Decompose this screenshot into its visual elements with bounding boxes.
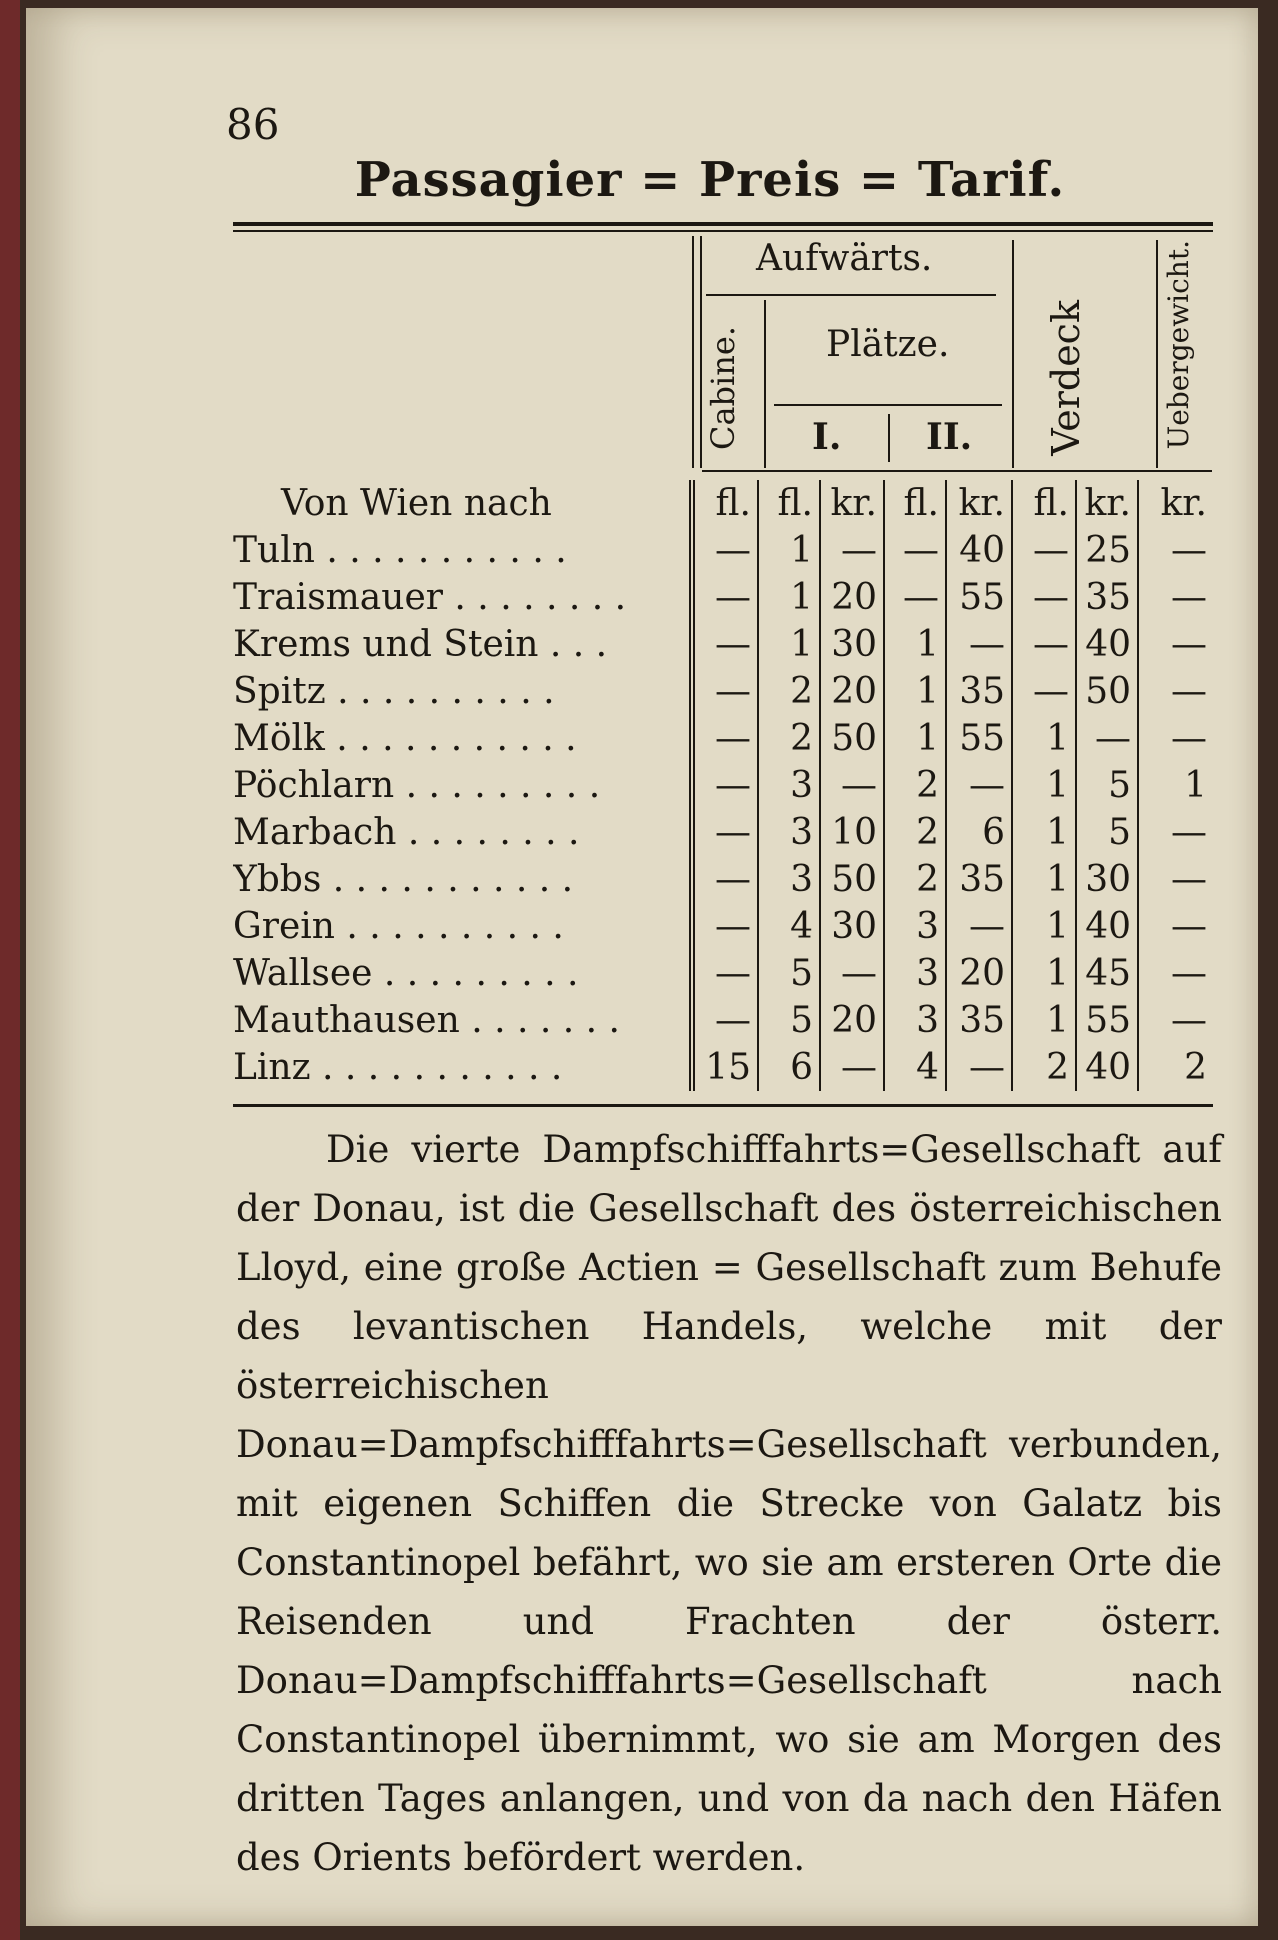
- destination-cell: Ybbs . . . . . . . . . . .: [233, 859, 574, 900]
- fare-cell: 2: [1012, 1044, 1076, 1091]
- fare-cell: 1: [884, 621, 946, 668]
- fare-cell: —: [820, 527, 884, 574]
- book-spine-edge: [0, 0, 20, 1940]
- overweight-divider: [1156, 240, 1158, 468]
- unit-cell: fl.: [692, 480, 758, 527]
- unit-cell: kr.: [1076, 480, 1138, 527]
- header-deck: Verdeck: [1044, 300, 1088, 456]
- fare-cell: 2: [1138, 1044, 1213, 1091]
- fare-cell: 40: [1076, 1044, 1138, 1091]
- fare-cell: —: [1012, 621, 1076, 668]
- fare-cell: —: [692, 997, 758, 1044]
- fare-cell: —: [820, 762, 884, 809]
- table-row: [233, 715, 1213, 762]
- fare-cell: 1: [758, 574, 820, 621]
- fare-cell: —: [1076, 715, 1138, 762]
- destination-cell: Pöchlarn . . . . . . . . .: [233, 765, 601, 806]
- fare-cell: 45: [1076, 950, 1138, 997]
- fare-cell: 50: [820, 856, 884, 903]
- fare-cell: 40: [1076, 903, 1138, 950]
- header-upstream: Aufwärts.: [756, 238, 933, 279]
- fare-cell: 1: [1012, 950, 1076, 997]
- fare-cell: —: [1138, 997, 1213, 1044]
- fare-cell: 5: [1076, 809, 1138, 856]
- upstream-underline: [706, 294, 996, 296]
- destination-cell: Krems und Stein . . .: [233, 624, 608, 665]
- fare-cell: —: [692, 903, 758, 950]
- fare-cell: —: [1012, 668, 1076, 715]
- fare-cell: —: [692, 574, 758, 621]
- table-row: [233, 762, 1213, 809]
- fare-cell: 1: [758, 621, 820, 668]
- fare-table: [233, 480, 1213, 1091]
- fare-cell: 1: [1012, 997, 1076, 1044]
- fare-cell: 55: [1076, 997, 1138, 1044]
- fare-cell: 4: [884, 1044, 946, 1091]
- fare-cell: 35: [946, 997, 1012, 1044]
- fare-cell: —: [820, 950, 884, 997]
- destination-cell: Mauthausen . . . . . . .: [233, 1000, 620, 1041]
- fare-cell: —: [1138, 527, 1213, 574]
- fare-cell: 30: [820, 903, 884, 950]
- fare-cell: 2: [884, 809, 946, 856]
- unit-cell: fl.: [758, 480, 820, 527]
- destination-cell: Marbach . . . . . . . .: [233, 812, 580, 853]
- fare-cell: 2: [758, 668, 820, 715]
- fare-cell: 1: [1012, 715, 1076, 762]
- fare-cell: —: [1138, 903, 1213, 950]
- fare-cell: 35: [946, 856, 1012, 903]
- fare-cell: 1: [884, 715, 946, 762]
- fare-cell: 20: [946, 950, 1012, 997]
- fare-cell: 3: [758, 856, 820, 903]
- page-number: 86: [226, 100, 280, 149]
- header-seat-class-1: I.: [812, 416, 842, 458]
- cabin-divider: [764, 300, 766, 468]
- unit-cell: fl.: [1012, 480, 1076, 527]
- fare-cell: —: [1012, 527, 1076, 574]
- fare-cell: 1: [884, 668, 946, 715]
- fare-cell: 35: [946, 668, 1012, 715]
- destination-cell: Wallsee . . . . . . . . .: [233, 953, 579, 994]
- fare-cell: 20: [820, 668, 884, 715]
- fare-cell: —: [1138, 950, 1213, 997]
- fare-cell: 1: [1012, 762, 1076, 809]
- header-cabin: Cabine.: [704, 326, 742, 450]
- table-row: [233, 574, 1213, 621]
- fare-cell: —: [884, 574, 946, 621]
- header-seat-class-2: II.: [926, 416, 973, 458]
- units-row: [233, 480, 1213, 527]
- header-bottom-rule: [702, 470, 1212, 472]
- fare-cell: 2: [884, 762, 946, 809]
- fare-cell: 50: [820, 715, 884, 762]
- fare-cell: 4: [758, 903, 820, 950]
- destination-cell: Linz . . . . . . . . . . .: [233, 1047, 563, 1088]
- fare-cell: 1: [758, 527, 820, 574]
- fare-cell: 25: [1076, 527, 1138, 574]
- fare-cell: 2: [884, 856, 946, 903]
- seats-underline: [774, 404, 1002, 406]
- fare-cell: —: [1138, 856, 1213, 903]
- fare-cell: 55: [946, 715, 1012, 762]
- fare-cell: 3: [758, 809, 820, 856]
- fare-cell: —: [1138, 715, 1213, 762]
- table-row: [233, 621, 1213, 668]
- fare-cell: 1: [1012, 856, 1076, 903]
- fare-cell: 35: [1076, 574, 1138, 621]
- title-rule-thin: [233, 230, 1213, 232]
- fare-cell: 15: [692, 1044, 758, 1091]
- fare-cell: —: [946, 1044, 1012, 1091]
- unit-cell: kr.: [820, 480, 884, 527]
- table-row: [233, 668, 1213, 715]
- page-title: Passagier = Preis = Tarif.: [354, 152, 1066, 208]
- fare-cell: 3: [758, 762, 820, 809]
- title-rule-thick: [233, 222, 1213, 226]
- fare-cell: —: [692, 527, 758, 574]
- fare-cell: —: [692, 950, 758, 997]
- table-row: [233, 527, 1213, 574]
- fare-cell: 55: [946, 574, 1012, 621]
- fare-cell: —: [946, 621, 1012, 668]
- table-row: [233, 1044, 1213, 1091]
- seat-class-divider: [888, 414, 890, 462]
- fare-cell: 1: [1012, 809, 1076, 856]
- fare-table-grid: [233, 480, 1213, 1091]
- fare-cell: —: [884, 527, 946, 574]
- destination-cell: Tuln . . . . . . . . . . .: [233, 530, 567, 571]
- table-row: [233, 856, 1213, 903]
- fare-cell: —: [692, 621, 758, 668]
- fare-cell: 30: [820, 621, 884, 668]
- table-row: [233, 997, 1213, 1044]
- fare-cell: —: [820, 1044, 884, 1091]
- fare-cell: —: [692, 668, 758, 715]
- fare-cell: —: [946, 903, 1012, 950]
- unit-cell: kr.: [1138, 480, 1213, 527]
- unit-cell: fl.: [884, 480, 946, 527]
- fare-cell: 30: [1076, 856, 1138, 903]
- fare-cell: 3: [884, 950, 946, 997]
- fare-cell: —: [1012, 574, 1076, 621]
- fare-cell: —: [1138, 668, 1213, 715]
- header-overweight: Uebergewicht.: [1162, 240, 1195, 450]
- fare-cell: —: [692, 809, 758, 856]
- fare-cell: —: [692, 856, 758, 903]
- fare-cell: 20: [820, 574, 884, 621]
- fare-cell: 5: [758, 997, 820, 1044]
- destination-cell: Traismauer . . . . . . . .: [233, 577, 627, 618]
- fare-cell: 6: [946, 809, 1012, 856]
- header-double-divider: [692, 236, 702, 468]
- fare-cell: —: [692, 762, 758, 809]
- fare-cell: —: [1138, 809, 1213, 856]
- deck-divider: [1012, 240, 1014, 468]
- fare-cell: —: [692, 715, 758, 762]
- fare-cell: —: [1138, 621, 1213, 668]
- fare-cell: 6: [758, 1044, 820, 1091]
- fare-cell: 10: [820, 809, 884, 856]
- fare-cell: 50: [1076, 668, 1138, 715]
- fare-cell: 1: [1138, 762, 1213, 809]
- fare-cell: 2: [758, 715, 820, 762]
- table-row: [233, 903, 1213, 950]
- fare-cell: 1: [1012, 903, 1076, 950]
- fare-cell: 5: [758, 950, 820, 997]
- destination-cell: Spitz . . . . . . . . . .: [233, 671, 555, 712]
- fare-cell: 40: [946, 527, 1012, 574]
- unit-cell: kr.: [946, 480, 1012, 527]
- fare-cell: —: [946, 762, 1012, 809]
- fare-cell: 3: [884, 997, 946, 1044]
- table-bottom-rule: [233, 1104, 1213, 1107]
- body-paragraph-text: Die vierte Dampfschifffahrts=Gesellschaft auf der Donau, ist die Gesellschaft des österreichischen Lloyd, eine große Actien = Gesellschaft zum Behufe des levantischen Handels, welche mit der österreichischen Donau=Dampfschifffahrts=Gesellschaft verbunden, mit eigenen Schiffen die Strecke von Galatz bis Constantinopel befährt, wo sie am ersteren Orte die Reisenden und Frachten der österr. Donau=Dampfschifffahrts=Gesellschaft nach Constantinopel übernimmt, wo sie am Morgen des dritten Tages anlangen, und von da nach den Häfen des Orients befördert werden.: [236, 1128, 1222, 1879]
- fare-cell: 3: [884, 903, 946, 950]
- table-row: [233, 809, 1213, 856]
- fare-cell: 40: [1076, 621, 1138, 668]
- header-seats: Plätze.: [826, 324, 950, 365]
- row-header-label: Von Wien nach: [281, 483, 552, 524]
- fare-cell: 5: [1076, 762, 1138, 809]
- body-paragraph: [236, 1120, 1222, 1887]
- fare-cell: 20: [820, 997, 884, 1044]
- fare-cell: —: [1138, 574, 1213, 621]
- destination-cell: Mölk . . . . . . . . . . .: [233, 718, 577, 759]
- destination-cell: Grein . . . . . . . . . .: [233, 906, 564, 947]
- table-row: [233, 950, 1213, 997]
